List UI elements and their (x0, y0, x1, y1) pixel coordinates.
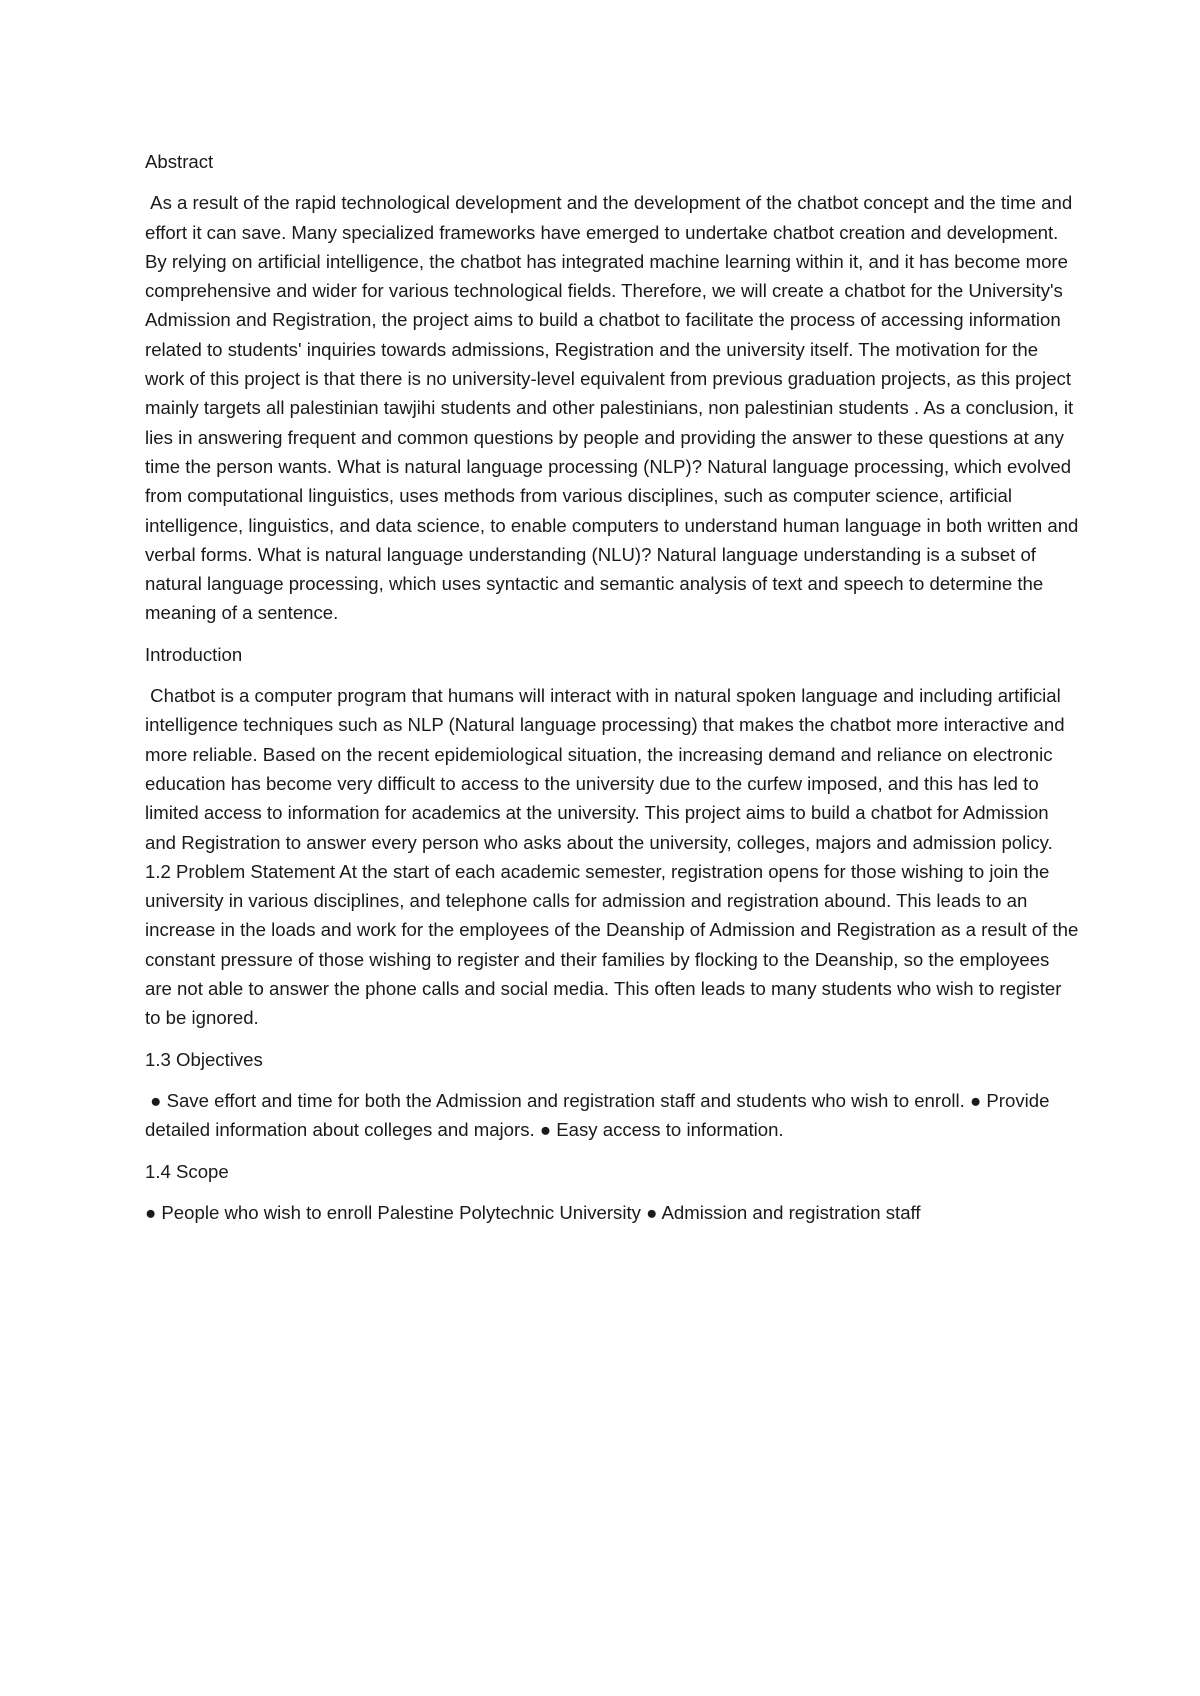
section-heading-objectives: 1.3 Objectives (145, 1048, 263, 1070)
section-heading-abstract: Abstract (145, 151, 214, 172)
section-body-scope: ● People who wish to enroll Palestine Polytechnic University ● Admission and registration staff (145, 1201, 921, 1223)
section-heading-scope: 1.4 Scope (145, 1160, 229, 1182)
section-body-abstract: As a result of the rapid technological development and the development of the chatbot concept and the time and effort it can save. Many specialized frameworks have emerged to undertake chatbot creation and development. By relying on artificial intelligence, the chatbot has integrated machine learning within it, and it has become more comprehensive and wider for various technological fields. Therefore, we will create a chatbot for the University's Admission and Registration, the project aims to build a chatbot to facilitate the process of accessing information related to students' inquiries towards admissions, Registration and the university itself. The motivation for the work of this project is that there is no university-level equivalent from previous graduation projects, as this project mainly targets all palestinian tawjihi students and other palestinians, non palestinian students . As a conclusion, it lies in answering frequent and common questions by people and providing the answer to these questions at any time the person wants. What is natural language processing (NLP)? Natural language processing, which evolved from computational linguistics, uses methods from various disciplines, such as computer science, artificial intelligence, linguistics, and data science, to enable computers to understand human language in both written and verbal forms. What is natural language understanding (NLU)? Natural language understanding is a subset of natural language processing, which uses syntactic and semantic analysis of text and speech to determine the meaning of a sentence. (145, 192, 1084, 624)
section-body-objectives: ● Save effort and time for both the Admission and registration staff and students who wish to enroll. ● Provide detailed information about colleges and majors. ● Easy access to information. (145, 1089, 1055, 1141)
section-body-introduction: Chatbot is a computer program that humans will interact with in natural spoken language and including artificial intelligence techniques such as NLP (Natural language processing) that makes the chatbot more interactive and more reliable. Based on the recent epidemiological situation, the increasing demand and reliance on electronic education has become very difficult to access to the university due to the curfew imposed, and this has led to limited access to information for academics at the university. This project aims to build a chatbot for Admission and Registration to answer every person who asks about the university, colleges, majors and admission policy. 1.2 Problem Statement At the start of each academic semester, registration opens for those wishing to join the university in various disciplines, and telephone calls for admission and registration abound. This leads to an increase in the loads and work for the employees of the Deanship of Admission and Registration as a result of the constant pressure of those wishing to register and their families by flocking to the Deanship, so the employees are not able to answer the phone calls and social media. This often leads to many students who wish to register to be ignored. (145, 685, 1084, 1029)
section-heading-introduction: Introduction (145, 643, 243, 665)
